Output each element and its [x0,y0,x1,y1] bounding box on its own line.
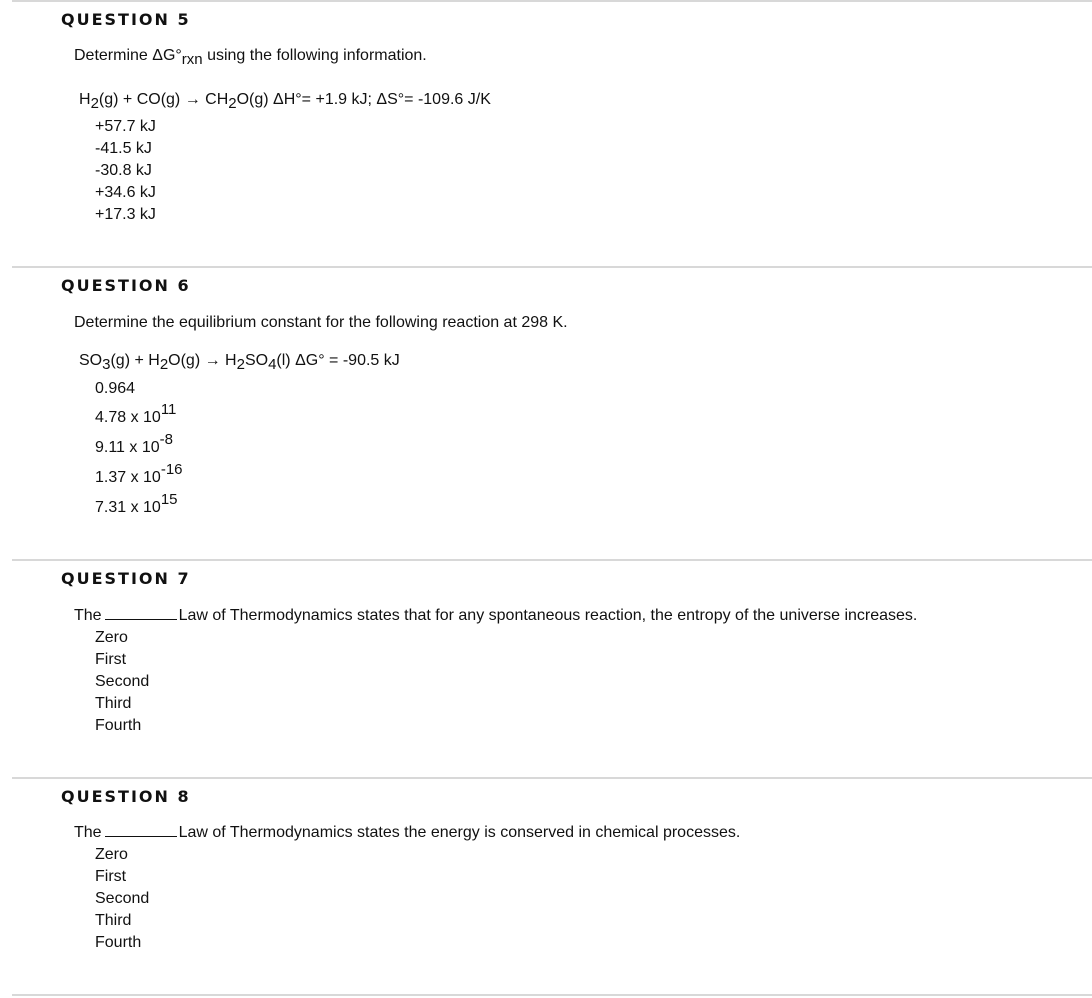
q6-option[interactable] [95,491,178,517]
eq-part: (g) + CO(g) → CH [98,91,229,108]
q8-prompt-pre: The [74,824,102,841]
q7-option[interactable]: Zero [95,629,128,646]
q5-option[interactable]: -30.8 kJ [95,162,152,179]
q6-option[interactable] [95,380,135,398]
question-6-prompt: Determine the equilibrium constant for the following reaction at 298 K. [74,314,568,331]
option-base: 1.37 x 10 [95,469,161,486]
q5-prompt-post: using the following information. [202,47,427,64]
option-base: 4.78 x 10 [95,409,161,426]
question-7-prompt [74,607,917,625]
option-exponent: -16 [160,461,183,478]
q7-option[interactable]: First [95,651,127,668]
eq-sub: 2 [228,95,237,112]
q7-prompt-post: Law of Thermodynamics states that for any spontaneous reaction, the entropy of the universe increases. [178,607,918,624]
eq-part: H [79,91,91,108]
eq-part: SO [244,352,269,369]
q7-answer-blank [105,607,177,620]
q8-answer-blank [105,824,177,837]
q6-option[interactable] [95,431,173,457]
question-6-heading: QUESTION 6 [61,276,191,295]
q5-prompt-sub: rxn [181,51,203,68]
q8-option[interactable]: Zero [95,846,128,863]
q6-option[interactable] [95,401,177,427]
q8-option[interactable]: First [95,868,127,885]
option-exponent: 11 [160,401,177,418]
option-base: 0.964 [95,380,136,397]
q8-option[interactable]: Second [95,890,150,907]
q6-option[interactable] [95,461,183,487]
divider [12,777,1092,779]
question-5-equation [79,91,491,112]
q7-option[interactable]: Third [95,695,132,712]
q7-option[interactable]: Fourth [95,717,142,734]
q7-prompt-pre: The [74,607,102,624]
eq-part: O(g) ΔH°= +1.9 kJ; ΔS°= -109.6 J/K [236,91,491,108]
q5-option[interactable]: +17.3 kJ [95,206,156,223]
option-base: 7.31 x 10 [95,499,161,516]
divider [12,559,1092,561]
eq-sub: 2 [236,356,245,373]
q5-option[interactable]: +34.6 kJ [95,184,156,201]
q5-option[interactable]: -41.5 kJ [95,140,152,157]
q5-prompt-pre: Determine ΔG° [74,47,182,64]
option-exponent: 15 [160,491,178,508]
divider [12,266,1092,268]
eq-part: (g) + H [110,352,160,369]
question-6-equation [79,352,400,373]
divider-top [12,0,1092,2]
q8-option[interactable]: Fourth [95,934,142,951]
eq-part: SO [79,352,103,369]
question-5-prompt [74,47,427,68]
divider-bottom [12,994,1092,996]
question-5-heading: QUESTION 5 [61,10,191,29]
question-8-prompt [74,824,740,842]
eq-sub: 4 [268,356,277,373]
q8-option[interactable]: Third [95,912,132,929]
q5-option[interactable]: +57.7 kJ [95,118,156,135]
eq-sub: 2 [90,95,99,112]
option-exponent: -8 [159,431,173,448]
eq-part: (l) ΔG° = -90.5 kJ [276,352,400,369]
question-8-heading: QUESTION 8 [61,787,191,806]
q8-prompt-post: Law of Thermodynamics states the energy is conserved in chemical processes. [178,824,741,841]
eq-sub: 2 [159,356,169,373]
q7-option[interactable]: Second [95,673,150,690]
eq-sub: 3 [102,356,111,373]
option-base: 9.11 x 10 [95,439,160,456]
question-7-heading: QUESTION 7 [61,569,191,588]
eq-part: O(g) → H [168,352,237,369]
